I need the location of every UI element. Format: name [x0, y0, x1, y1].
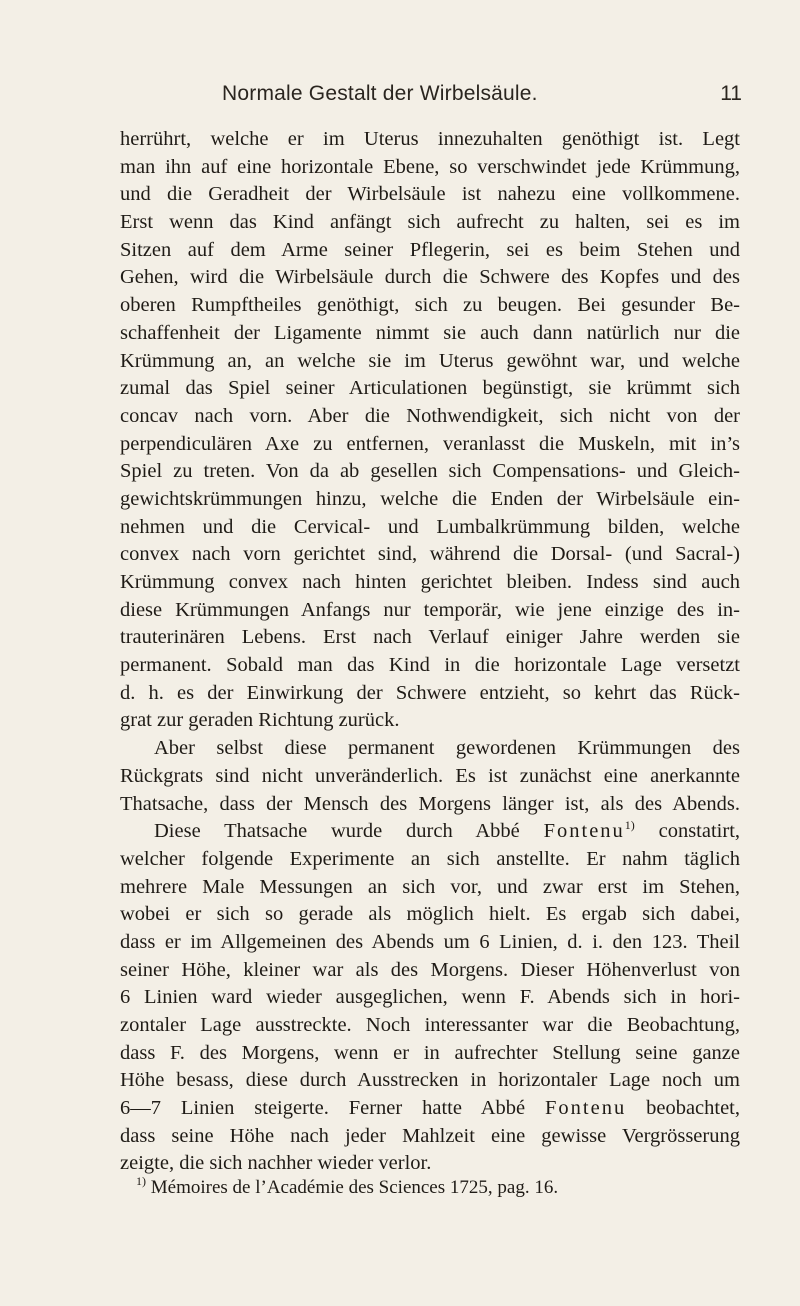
- text-line: [120, 735, 740, 763]
- text-line: [120, 818, 740, 846]
- footnote: [136, 1176, 756, 1200]
- header-title: Normale Gestalt der Wirbelsäule.: [222, 82, 538, 105]
- text-line: grat zur geraden Richtung zurück.: [120, 709, 400, 732]
- text-line: concav nach vorn. Aber die Nothwendigkeit, sich nicht von der: [120, 404, 740, 427]
- text-line: Höhe besass, diese durch Ausstrecken in horizontaler Lage noch um: [120, 1069, 740, 1092]
- text-line: Spiel zu treten. Von da ab gesellen sich Compensations- und Gleich-: [120, 460, 740, 483]
- text-segment: beobachtet,: [646, 1097, 741, 1120]
- running-header: [222, 82, 742, 114]
- text-segment: Diese Thatsache wurde durch Abbé: [154, 820, 520, 843]
- text-segment: 6—7 Linien steigerte. Ferner hatte Abbé: [120, 1097, 526, 1120]
- text-line: Krümmung convex nach hinten gerichtet bleiben. Indess sind auch: [120, 571, 740, 593]
- text-line: trauterinären Lebens. Erst nach Verlauf einiger Jahre werden sie: [120, 626, 740, 649]
- footnote-text: Mémoires de l’Académie des Sciences 1725, pag. 16.: [150, 1177, 559, 1198]
- text-line: wobei er sich so gerade als möglich hielt. Es ergab sich dabei,: [120, 903, 740, 926]
- footnote-reference: 1): [624, 818, 635, 833]
- text-line: zontaler Lage ausstreckte. Noch interessanter war die Beobachtung,: [120, 1014, 740, 1036]
- text-line-content: Aber selbst diese permanent gewordenen Krümmungen des: [154, 737, 740, 760]
- text-line: gewichtskrümmungen hinzu, welche die Enden der Wirbelsäule ein-: [120, 487, 740, 510]
- author-name: Fontenu: [545, 1097, 627, 1120]
- text-line: oberen Rumpftheiles genöthigt, sich zu beugen. Bei gesunder Be-: [120, 294, 740, 317]
- body-text: [120, 126, 740, 1178]
- text-line: dass F. des Morgens, wenn er in aufrechter Stellung seine ganze: [120, 1041, 740, 1064]
- text-line: zumal das Spiel seiner Articulationen begünstigt, sie krümmt sich: [120, 377, 740, 400]
- author-name: Fontenu: [543, 820, 625, 843]
- text-line: Thatsache, dass der Mensch des Morgens länger ist, als des Abends.: [120, 792, 740, 815]
- text-line: dass er im Allgemeinen des Abends um 6 Linien, d. i. den 123. Theil: [120, 930, 740, 953]
- text-line: [120, 1095, 740, 1123]
- text-line: zeigte, die sich nachher wieder verlor.: [120, 1152, 432, 1175]
- text-segment: constatirt,: [658, 820, 741, 843]
- text-line: welcher folgende Experimente an sich anstellte. Er nahm täglich: [120, 847, 740, 870]
- text-line: convex nach vorn gerichtet sind, während die Dorsal- (und Sacral-): [120, 543, 740, 566]
- text-line: mehrere Male Messungen an sich vor, und zwar erst im Stehen,: [120, 875, 740, 898]
- text-line: Gehen, wird die Wirbelsäule durch die Schwere des Kopfes und des: [120, 266, 740, 289]
- text-line: diese Krümmungen Anfangs nur temporär, wie jene einzige des in-: [120, 598, 740, 621]
- text-line: seiner Höhe, kleiner war als des Morgens. Dieser Höhenverlust von: [120, 958, 740, 981]
- text-line: und die Geradheit der Wirbelsäule ist nahezu eine vollkommene.: [120, 183, 740, 206]
- text-line: herrührt, welche er im Uterus innezuhalten genöthigt ist. Legt: [120, 128, 740, 150]
- text-line: nehmen und die Cervical- und Lumbalkrümmung bilden, welche: [120, 515, 740, 538]
- text-line: dass seine Höhe nach jeder Mahlzeit eine gewisse Vergrösserung: [120, 1124, 740, 1147]
- text-line: d. h. es der Einwirkung der Schwere entzieht, so kehrt das Rück-: [120, 681, 740, 704]
- text-line: Krümmung an, an welche sie im Uterus gewöhnt war, und welche: [120, 349, 740, 372]
- text-line: Rückgrats sind nicht unveränderlich. Es ist zunächst eine anerkannte: [120, 764, 740, 787]
- text-line: Erst wenn das Kind anfängt sich aufrecht zu halten, sei es im: [120, 211, 740, 234]
- page-number: 11: [720, 82, 742, 105]
- text-line: Sitzen auf dem Arme seiner Pflegerin, sei es beim Stehen und: [120, 238, 740, 261]
- text-line: man ihn auf eine horizontale Ebene, so verschwindet jede Krümmung,: [120, 155, 740, 178]
- text-line: schaffenheit der Ligamente nimmt sie auch dann natürlich nur die: [120, 321, 740, 344]
- text-line: permanent. Sobald man das Kind in die horizontale Lage versetzt: [120, 654, 740, 677]
- footnote-mark: 1): [136, 1174, 146, 1188]
- text-line: perpendiculären Axe zu entfernen, veranlasst die Muskeln, mit in’s: [120, 432, 740, 455]
- text-line: 6 Linien ward wieder ausgeglichen, wenn F. Abends sich in hori-: [120, 986, 740, 1009]
